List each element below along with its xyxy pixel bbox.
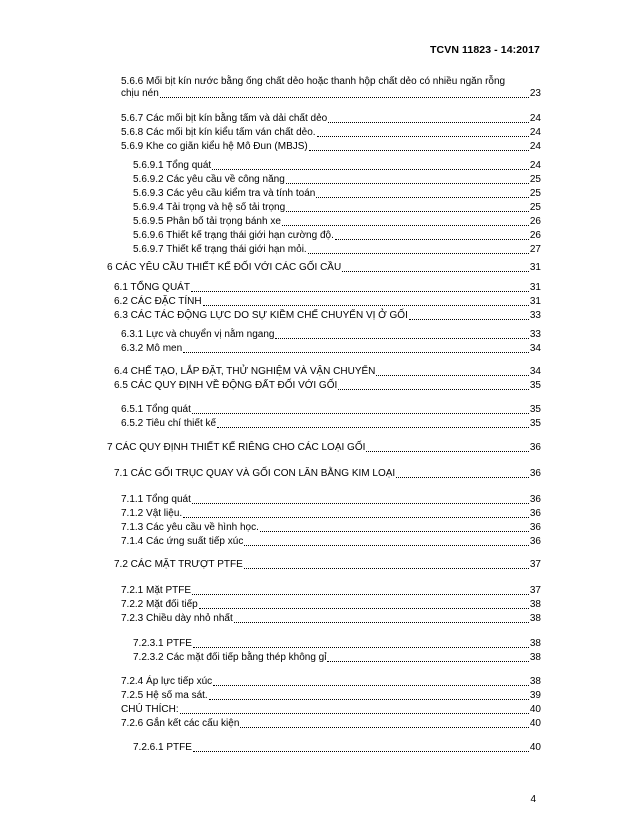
toc-leader-dots <box>396 477 529 478</box>
toc-entry[interactable] <box>121 494 541 506</box>
toc-entry-page: 34 <box>529 366 541 377</box>
toc-leader-dots <box>160 97 529 98</box>
toc-entry-title: 5.6.9 Khe co giãn kiểu hệ Mô Đun (MBJS) <box>121 141 308 152</box>
toc-entry[interactable] <box>114 296 541 308</box>
toc-entry-title: 7.1.4 Các ứng suất tiếp xúc <box>121 536 244 547</box>
toc-entry[interactable] <box>133 160 541 172</box>
toc-leader-dots <box>338 389 529 390</box>
toc-entry[interactable] <box>121 343 541 355</box>
toc-entry-page: 33 <box>529 310 541 321</box>
toc-entry-page: 38 <box>529 599 541 610</box>
toc-entry-title: 7.2.5 Hệ số ma sát. <box>121 690 208 701</box>
toc-entry-page: 35 <box>529 380 541 391</box>
toc-leader-dots <box>282 225 529 226</box>
toc-entry-page: 38 <box>529 676 541 687</box>
toc-entry[interactable] <box>121 718 541 730</box>
toc-leader-dots <box>213 685 529 686</box>
toc-entry-title: 5.6.9.4 Tải trọng và hệ số tải trọng <box>133 202 286 213</box>
toc-entry-page: 35 <box>529 404 541 415</box>
toc-entry[interactable] <box>114 366 541 378</box>
toc-entry-page: 26 <box>529 230 541 241</box>
toc-entry-page: 38 <box>529 613 541 624</box>
toc-entry-title: 7.2.2 Mặt đối tiếp <box>121 599 198 610</box>
document-code: TCVN 11823 - 14:2017 <box>430 44 540 56</box>
toc-entry-page: 25 <box>529 202 541 213</box>
toc-entry-title: 7.2.4 Áp lực tiếp xúc <box>121 676 213 687</box>
toc-leader-dots <box>180 713 529 714</box>
toc-entry[interactable] <box>114 310 541 322</box>
toc-entry[interactable] <box>133 216 541 228</box>
toc-leader-dots <box>409 319 529 320</box>
toc-leader-dots <box>244 545 529 546</box>
toc-entry-page: 38 <box>529 652 541 663</box>
toc-entry-title: 5.6.9.3 Các yêu cầu kiểm tra và tính toán <box>133 188 316 199</box>
toc-entry-title: 7.1.1 Tổng quát <box>121 494 191 505</box>
toc-entry[interactable] <box>121 127 541 139</box>
toc-entry[interactable] <box>133 638 541 650</box>
toc-entry-title: 5.6.9.1 Tổng quát <box>133 160 212 171</box>
toc-entry-page: 31 <box>529 282 541 293</box>
toc-entry-page: 23 <box>529 88 541 99</box>
toc-leader-dots <box>316 197 529 198</box>
toc-leader-dots <box>275 338 528 339</box>
toc-entry[interactable] <box>121 113 541 125</box>
toc-entry-page: 24 <box>529 127 541 138</box>
toc-entry[interactable] <box>121 76 541 100</box>
toc-entry-title: 5.6.9.6 Thiết kế trạng thái giới hạn cường độ. <box>133 230 334 241</box>
toc-leader-dots <box>260 531 529 532</box>
toc-leader-dots <box>199 608 529 609</box>
toc-leader-dots <box>192 503 529 504</box>
toc-entry-page: 25 <box>529 188 541 199</box>
toc-entry-page: 35 <box>529 418 541 429</box>
toc-leader-dots <box>193 647 529 648</box>
toc-leader-dots <box>183 352 529 353</box>
toc-leader-dots <box>212 169 529 170</box>
toc-entry[interactable] <box>107 262 541 274</box>
toc-entry[interactable] <box>133 244 541 256</box>
toc-entry-title: 7.1 CÁC GỐI TRỤC QUAY VÀ GỐI CON LĂN BẰNG KIM LOẠI <box>114 468 396 479</box>
toc-entry-page: 39 <box>529 690 541 701</box>
toc-entry-page: 24 <box>529 160 541 171</box>
toc-leader-dots <box>244 568 529 569</box>
toc-entry[interactable] <box>121 690 541 702</box>
toc-entry-title: chịu nén <box>121 88 159 99</box>
toc-entry[interactable] <box>133 652 541 664</box>
toc-entry-page: 40 <box>529 742 541 753</box>
toc-entry-title: 5.6.9.2 Các yêu cầu về công năng <box>133 174 285 185</box>
toc-entry-title: 6.4 CHẾ TẠO, LẮP ĐẶT, THỬ NGHIỆM VÀ VẬN CHUYỂN <box>114 366 376 377</box>
toc-entry-title: 6.5.1 Tổng quát <box>121 404 191 415</box>
toc-entry-title: 6 CÁC YÊU CẦU THIẾT KẾ ĐỐI VỚI CÁC GỐI CẦU <box>107 262 342 273</box>
toc-leader-dots <box>286 183 529 184</box>
toc-entry[interactable] <box>133 188 541 200</box>
toc-entry[interactable] <box>121 613 541 625</box>
toc-entry-title: 6.5 CÁC QUY ĐỊNH VỀ ĐỘNG ĐẤT ĐỐI VỚI GỐI <box>114 380 338 391</box>
toc-entry[interactable] <box>114 559 541 571</box>
toc-entry[interactable] <box>121 522 541 534</box>
toc-leader-dots <box>376 375 528 376</box>
toc-entry-page: 36 <box>529 442 541 453</box>
toc-entry[interactable] <box>121 404 541 416</box>
toc-entry-page: 24 <box>529 113 541 124</box>
toc-leader-dots <box>317 136 529 137</box>
toc-entry-page: 31 <box>529 296 541 307</box>
toc-entry[interactable] <box>121 141 541 153</box>
toc-entry-page: 38 <box>529 638 541 649</box>
toc-entry-title: 6.1 TỔNG QUÁT <box>114 282 190 293</box>
toc-leader-dots <box>191 291 529 292</box>
page-number: 4 <box>530 794 536 805</box>
toc-entry-page: 36 <box>529 508 541 519</box>
toc-entry-page: 37 <box>529 585 541 596</box>
toc-entry[interactable] <box>133 202 541 214</box>
toc-entry[interactable] <box>107 442 541 454</box>
toc-entry-title: 6.3.2 Mô men <box>121 343 183 354</box>
toc-leader-dots <box>328 122 529 123</box>
toc-entry[interactable] <box>114 380 541 392</box>
toc-entry[interactable] <box>133 230 541 242</box>
toc-entry-page: 34 <box>529 343 541 354</box>
toc-leader-dots <box>192 594 529 595</box>
toc-entry-page: 26 <box>529 216 541 227</box>
toc-leader-dots <box>183 517 529 518</box>
toc-entry-title: 5.6.9.7 Thiết kế trạng thái giới hạn mỏi. <box>133 244 307 255</box>
toc-entry-title: 7.2.1 Mặt PTFE <box>121 585 192 596</box>
toc-entry-page: 31 <box>529 262 541 273</box>
toc-entry-title: 7.1.2 Vật liệu. <box>121 508 183 519</box>
toc-entry-page: 36 <box>529 468 541 479</box>
toc-entry-title: 7.2.6.1 PTFE <box>133 742 192 753</box>
toc-leader-dots <box>308 253 529 254</box>
toc-entry-page: 40 <box>529 718 541 729</box>
toc-entry-title: 7.2.3 Chiều dày nhỏ nhất <box>121 613 233 624</box>
toc-leader-dots <box>335 239 529 240</box>
toc-leader-dots <box>240 727 528 728</box>
toc-entry[interactable] <box>121 585 541 597</box>
toc-leader-dots <box>203 305 529 306</box>
toc-entry[interactable] <box>133 174 541 186</box>
toc-entry[interactable] <box>133 742 541 754</box>
toc-leader-dots <box>192 413 529 414</box>
toc-leader-dots <box>342 271 529 272</box>
toc-entry-page: 27 <box>529 244 541 255</box>
toc-entry-page: 24 <box>529 141 541 152</box>
toc-leader-dots <box>309 150 529 151</box>
toc-entry-title: 6.5.2 Tiêu chí thiết kế <box>121 418 217 429</box>
toc-entry-page: 36 <box>529 522 541 533</box>
toc-leader-dots <box>234 622 529 623</box>
toc-leader-dots <box>217 427 529 428</box>
toc-leader-dots <box>209 699 529 700</box>
toc-entry-title: 6.3 CÁC TÁC ĐỘNG LỰC DO SỰ KIỀM CHẾ CHUYỂN VỊ Ở GỐI <box>114 310 408 321</box>
toc-entry-title-line1: 5.6.6 Mối bịt kín nước bằng ống chất dẻo hoặc thanh hộp chất dẻo có nhiều ngăn rỗng <box>121 76 506 87</box>
toc-entry-page: 36 <box>529 494 541 505</box>
toc-entry[interactable] <box>114 282 541 294</box>
toc-entry-page: 37 <box>529 559 541 570</box>
toc-entry-title: 5.6.8 Các mối bịt kín kiểu tấm ván chất dẻo. <box>121 127 316 138</box>
toc-entry[interactable] <box>121 599 541 611</box>
toc-leader-dots <box>193 751 529 752</box>
toc-entry-page: 40 <box>529 704 541 715</box>
toc-entry[interactable] <box>114 468 541 480</box>
toc-entry-page: 25 <box>529 174 541 185</box>
toc-entry-title: 7.2.3.1 PTFE <box>133 638 192 649</box>
toc-leader-dots <box>366 451 528 452</box>
toc-leader-dots <box>286 211 529 212</box>
toc-entry-title: 5.6.9.5 Phân bố tải trọng bánh xe <box>133 216 281 227</box>
toc-entry-title: 5.6.7 Các mối bịt kín bằng tấm và dải chất dẻo <box>121 113 328 124</box>
toc-entry[interactable] <box>121 508 541 520</box>
toc-entry-title: 7.2.6 Gắn kết các cấu kiện <box>121 718 240 729</box>
toc-entry-title: 7.1.3 Các yêu cầu về hình học. <box>121 522 259 533</box>
toc-entry[interactable] <box>121 704 541 716</box>
toc-entry-page: 36 <box>529 536 541 547</box>
toc-entry-title: 7.2 CÁC MẶT TRƯỢT PTFE <box>114 559 243 570</box>
toc-leader-dots <box>327 661 528 662</box>
toc-entry[interactable] <box>121 329 541 341</box>
toc-entry[interactable] <box>121 676 541 688</box>
toc-entry-title: 6.3.1 Lực và chuyển vị nằm ngang <box>121 329 275 340</box>
toc-entry-title: CHÚ THÍCH: <box>121 704 179 715</box>
toc-entry[interactable] <box>121 536 541 548</box>
toc-entry[interactable] <box>121 418 541 430</box>
toc-entry-title: 7 CÁC QUY ĐỊNH THIẾT KẾ RIÊNG CHO CÁC LOẠI GỐI <box>107 442 366 453</box>
toc-entry-page: 33 <box>529 329 541 340</box>
toc-entry-title: 7.2.3.2 Các mặt đối tiếp bằng thép không gỉ <box>133 652 327 663</box>
toc-entry-title: 6.2 CÁC ĐẶC TÍNH <box>114 296 202 307</box>
